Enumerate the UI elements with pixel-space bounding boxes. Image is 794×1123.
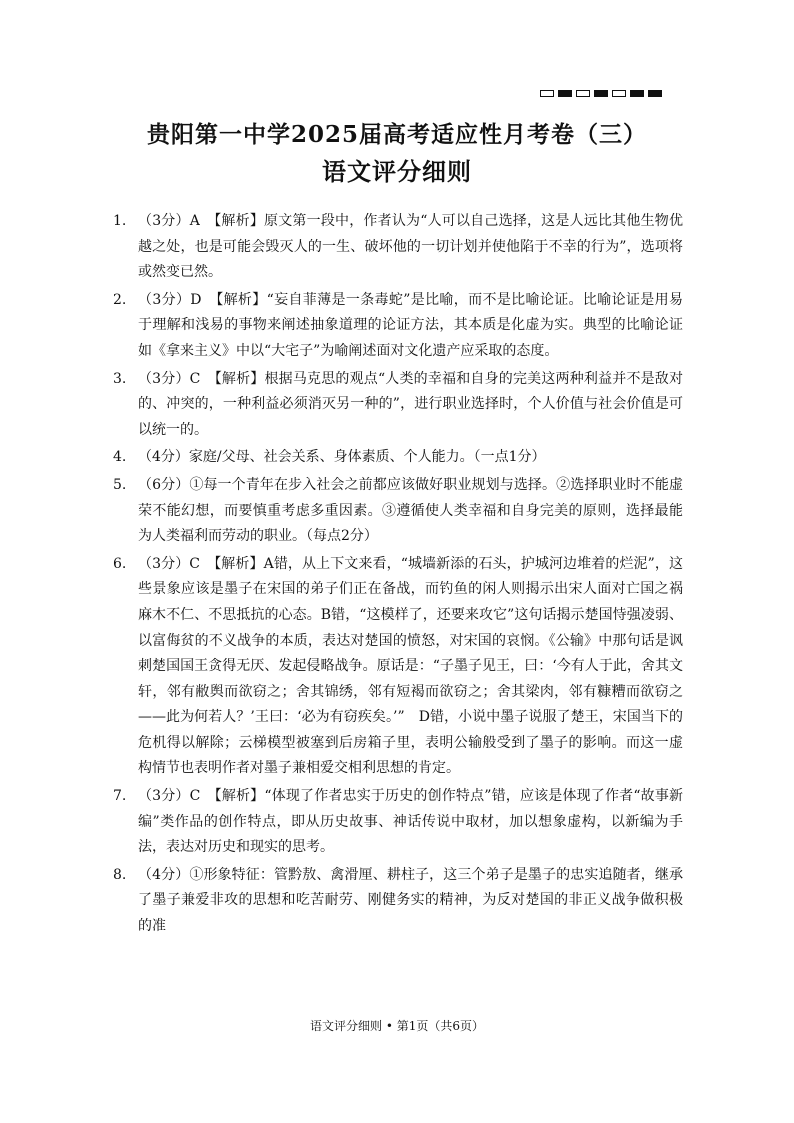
mark-box bbox=[540, 90, 554, 97]
item-text: （3分）D 【解析】“妄自菲薄是一条毒蛇”是比喻，而不是比喻论证。比喻论证是用易于理解和浅易的事物来阐述抽象道理的论证方法，其本质是化虚为实。典型的比喻论证如《拿来主义》中以“大宅子”为喻阐述面对文化遗产应采取的态度。 bbox=[138, 291, 683, 359]
answer-item bbox=[113, 209, 683, 286]
mark-box bbox=[576, 90, 590, 97]
page-subtitle: 语文评分细则 bbox=[322, 157, 472, 186]
item-number: 1. bbox=[113, 213, 127, 229]
corner-marks bbox=[540, 88, 682, 98]
item-number: 7. bbox=[113, 788, 127, 805]
item-text: （3分）C 【解析】A错，从上下文来看，“城墙新添的石头，护城河边堆着的烂泥”，这些景象应该是墨子在宋国的弟子们正在备战，而钓鱼的闲人则揭示出宋人面对亡国之祸麻木不仁、不思抵抗的心态。B错，“这模样了，还要来攻它”这句话揭示楚国恃强凌弱、以富侮贫的不义战争的本质，表达对楚国的愤怒，对宋国的哀悯。《公输》中那句话是讽刺楚国国王贪得无厌、发起侵略战争。原话是：“子墨子见王，曰：‘今有人于此，舍其文轩，邻有敝舆而欲窃之；舍其锦绣，邻有短褐而欲窃之；舍其梁肉，邻有糠糟而欲窃之——此为何若人？’王曰：‘必为有窃疾矣。’” D错，小说中墨子说服了楚王，宋国当下的危机得以解除；云梯模型被塞到后房箱子里，表明公输般受到了墨子的影响。而这一虚构情节也表明作者对墨子兼相爱交相利思想的肯定。 bbox=[138, 555, 683, 777]
answer-list bbox=[113, 209, 683, 942]
answer-item bbox=[113, 473, 683, 550]
answer-item bbox=[113, 367, 683, 444]
item-text: （3分）C 【解析】根据马克思的观点“人类的幸福和自身的完美这两种利益并不是敌对的、冲突的，一种利益必须消灭另一种的”，进行职业选择时，个人价值与社会价值是可以统一的。 bbox=[138, 370, 683, 438]
item-number: 8. bbox=[113, 866, 127, 883]
item-text: （3分）C 【解析】“体现了作者忠实于历史的创作特点”错，应该是体现了作者“故事新编”类作品的创作特点，即从历史故事、神话传说中取材，加以想象虚构，以新编为手法，表达对历史和现实的思考。 bbox=[138, 788, 683, 856]
item-number: 2. bbox=[113, 291, 127, 308]
item-text: （4分）家庭/父母、社会关系、身体素质、个人能力。（一点1分） bbox=[138, 449, 546, 466]
answer-item bbox=[113, 552, 683, 782]
item-text: （6分）①每一个青年在步入社会之前都应该做好职业规划与选择。②选择职业时不能虚荣不能幻想，而要慎重考虑多重因素。③遵循使人类幸福和自身完美的原则，选择最能为人类福利而劳动的职业。（每点2分） bbox=[138, 476, 683, 545]
page-title: 贵阳第一中学2025届高考适应性月考卷（三） bbox=[146, 121, 647, 148]
mark-box bbox=[594, 90, 608, 97]
answer-item bbox=[113, 784, 683, 861]
answer-item bbox=[113, 863, 683, 940]
mark-box bbox=[558, 90, 572, 97]
item-number: 6. bbox=[113, 555, 127, 572]
item-number: 5. bbox=[113, 476, 127, 493]
mark-box bbox=[648, 90, 662, 97]
item-number: 4. bbox=[113, 449, 127, 466]
item-text: （3分）A 【解析】原文第一段中，作者认为“人可以自己选择，这是人远比其他生物优越之处，也是可能会毁灭人的一生、破坏他的一切计划并使他陷于不幸的行为”，选项将或然变已然。 bbox=[138, 213, 683, 281]
answer-item bbox=[113, 288, 683, 365]
item-number: 3. bbox=[113, 370, 127, 387]
item-text: （4分）①形象特征：管黔敖、禽滑厘、耕柱子，这三个弟子是墨子的忠实追随者，继承了墨子兼爱非攻的思想和吃苦耐劳、刚健务实的精神，为反对楚国的非正义战争做积极的准 bbox=[138, 866, 683, 935]
page-footer: 语文评分细则 • 第1页（共6页） bbox=[310, 1019, 484, 1033]
mark-box bbox=[630, 90, 644, 97]
answer-item bbox=[113, 445, 683, 471]
mark-box bbox=[612, 90, 626, 97]
